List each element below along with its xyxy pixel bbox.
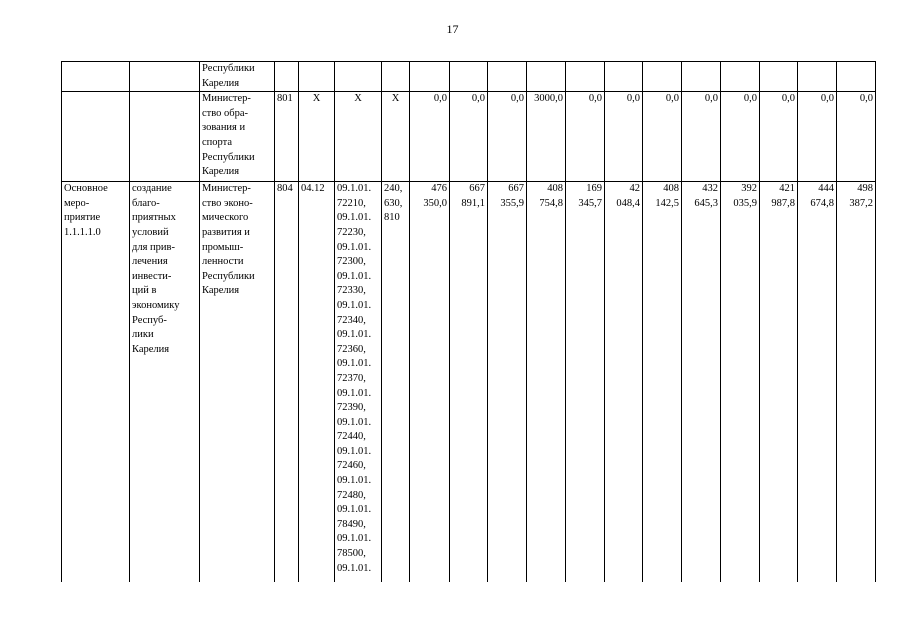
csr-cell: 09.1.01. 72210, 09.1.01. 72230, 09.1.01. 72300, 09.1.01. 72330, 09.1.01. 72340, 09.1.01. 72360, 09.1.01. 72370, 09.1.01. 72390, 09.1.01. 72440, 09.1.01. 72460, 09.1.01. 72480, 09.1.01. 78490, 09.1.01. 78500, 09.1.01.	[335, 182, 382, 583]
value-cell: 0,0	[798, 92, 837, 182]
value-cell: 498 387,2	[837, 182, 876, 583]
vr-cell: 240, 630, 810	[382, 182, 410, 583]
table-row	[62, 92, 876, 182]
goal-cell	[130, 92, 200, 182]
value-cell: 0,0	[682, 92, 721, 182]
vr-cell	[382, 62, 410, 92]
main-measure-cell	[62, 92, 130, 182]
value-cell: 667 891,1	[450, 182, 488, 583]
value-cell: 421 987,8	[760, 182, 798, 583]
value-cell	[410, 62, 450, 92]
executor-cell: Министер- ство эконо- мического развития и промыш- ленности Республики Карелия	[200, 182, 275, 583]
value-cell: 0,0	[410, 92, 450, 182]
value-cell: 444 674,8	[798, 182, 837, 583]
value-cell	[488, 62, 527, 92]
executor-cell: Министер- ство обра- зования и спорта Республики Карелия	[200, 92, 275, 182]
value-cell: 0,0	[566, 92, 605, 182]
budget-table	[61, 61, 876, 582]
value-cell	[760, 62, 798, 92]
executor-cell: Республики Карелия	[200, 62, 275, 92]
value-cell: 0,0	[605, 92, 643, 182]
grbs-cell: 804	[275, 182, 299, 583]
grbs-cell: 801	[275, 92, 299, 182]
value-cell	[837, 62, 876, 92]
goal-cell: создание благо- приятных условий для прив- лечения инвести- ций в экономику Респуб- лики Карелия	[130, 182, 200, 583]
value-cell: 476 350,0	[410, 182, 450, 583]
value-cell: 169 345,7	[566, 182, 605, 583]
value-cell: 408 754,8	[527, 182, 566, 583]
table-row	[62, 62, 876, 92]
grbs-cell	[275, 62, 299, 92]
value-cell: 667 355,9	[488, 182, 527, 583]
rzpr-cell: 04.12	[299, 182, 335, 583]
page-number: 17	[446, 22, 459, 36]
value-cell	[566, 62, 605, 92]
value-cell	[798, 62, 837, 92]
value-cell	[682, 62, 721, 92]
main-measure-cell: Основное меро- приятие 1.1.1.1.0	[62, 182, 130, 583]
value-cell: 0,0	[760, 92, 798, 182]
value-cell	[450, 62, 488, 92]
csr-cell	[335, 62, 382, 92]
value-cell	[721, 62, 760, 92]
value-cell: 0,0	[721, 92, 760, 182]
value-cell: 0,0	[488, 92, 527, 182]
vr-cell: Х	[382, 92, 410, 182]
value-cell: 0,0	[837, 92, 876, 182]
value-cell	[527, 62, 566, 92]
value-cell: 42 048,4	[605, 182, 643, 583]
value-cell: 3000,0	[527, 92, 566, 182]
main-measure-cell	[62, 62, 130, 92]
rzpr-cell	[299, 62, 335, 92]
rzpr-cell: Х	[299, 92, 335, 182]
value-cell: 432 645,3	[682, 182, 721, 583]
value-cell	[605, 62, 643, 92]
value-cell: 392 035,9	[721, 182, 760, 583]
value-cell: 408 142,5	[643, 182, 682, 583]
table-row	[62, 182, 876, 583]
value-cell: 0,0	[450, 92, 488, 182]
csr-cell: Х	[335, 92, 382, 182]
value-cell	[643, 62, 682, 92]
value-cell: 0,0	[643, 92, 682, 182]
goal-cell	[130, 62, 200, 92]
